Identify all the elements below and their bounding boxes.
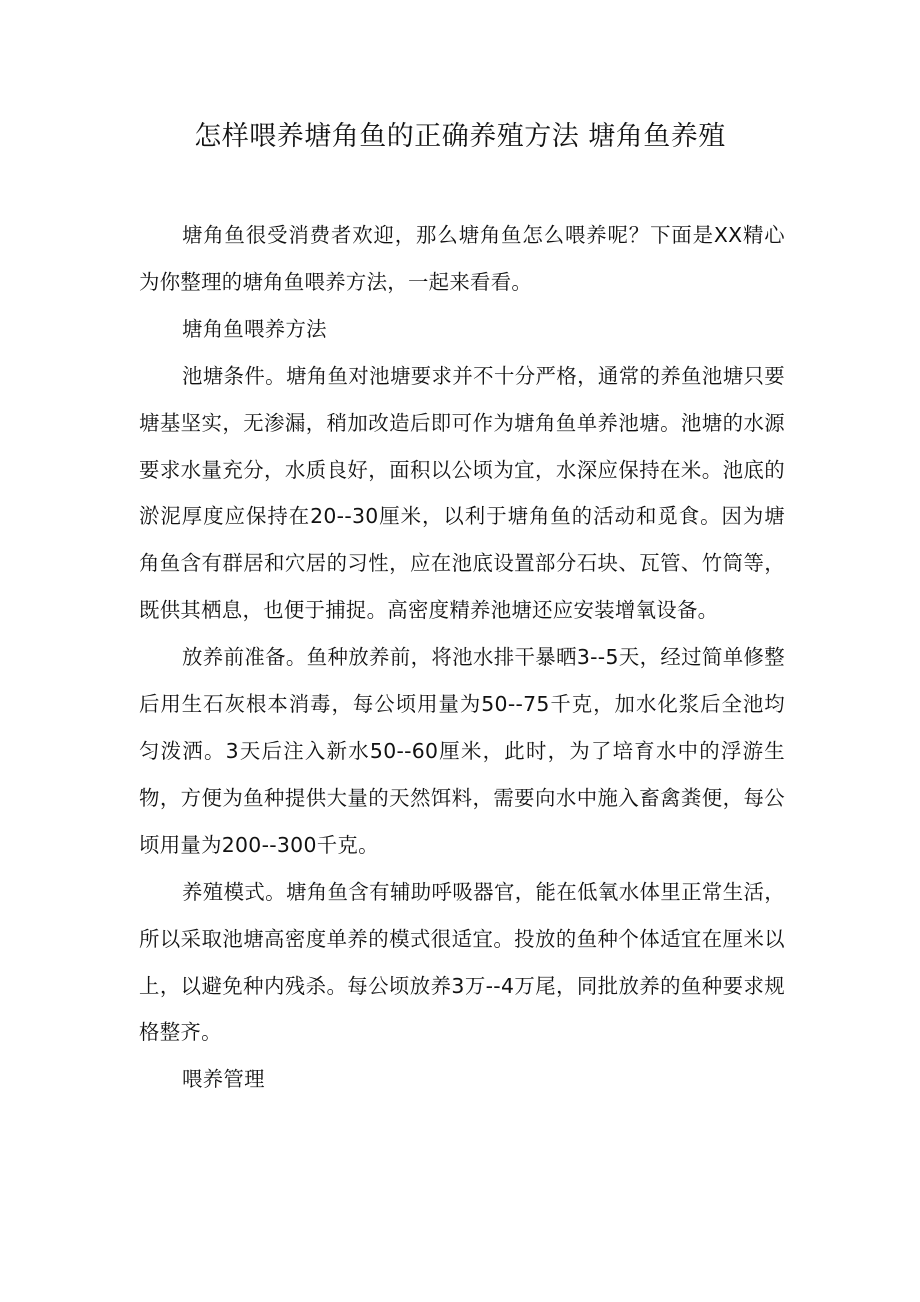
pond-conditions-paragraph: 池塘条件。塘角鱼对池塘要求并不十分严格，通常的养鱼池塘只要塘基坚实，无渗漏，稍加改造后即可作为塘角鱼单养池塘。池塘的水源要求水量充分，水质良好，面积以公顷为宜，水深应保持在米。池底的淤泥厚度应保持在20--30厘米，以利于塘角鱼的活动和觅食。因为塘角鱼含有群居和穴居的习性，应在池底设置部分石块、瓦管、竹筒等，既供其栖息，也便于捕捉。高密度精养池塘还应安装增氧设备。 [139,363,785,623]
document-body [139,212,785,1103]
farming-mode-paragraph: 养殖模式。塘角鱼含有辅助呼吸器官，能在低氧水体里正常生活，所以采取池塘高密度单养的模式很适宜。投放的鱼种个体适宜在厘米以上，以避免种内残杀。每公顷放养3万--4万尾，同批放养的鱼种要求规格整齐。 [139,879,785,1045]
stocking-preparation-paragraph: 放养前准备。鱼种放养前，将池水排干暴晒3--5天，经过简单修整后用生石灰根本消毒，每公顷用量为50--75千克，加水化浆后全池均匀泼洒。3天后注入新水50--60厘米，此时，为了培育水中的浮游生物，方便为鱼种提供大量的天然饵料，需要向水中施入畜禽粪便，每公顷用量为200--300千克。 [139,645,785,857]
document-title: 怎样喂养塘角鱼的正确养殖方法 塘角鱼养殖 [194,121,726,152]
section-heading-feeding-method: 塘角鱼喂养方法 [182,316,327,341]
section-heading-feeding-management: 喂养管理 [182,1067,265,1092]
intro-paragraph: 塘角鱼很受消费者欢迎，那么塘角鱼怎么喂养呢？下面是XX精心为你整理的塘角鱼喂养方法，一起来看看。 [139,223,785,294]
